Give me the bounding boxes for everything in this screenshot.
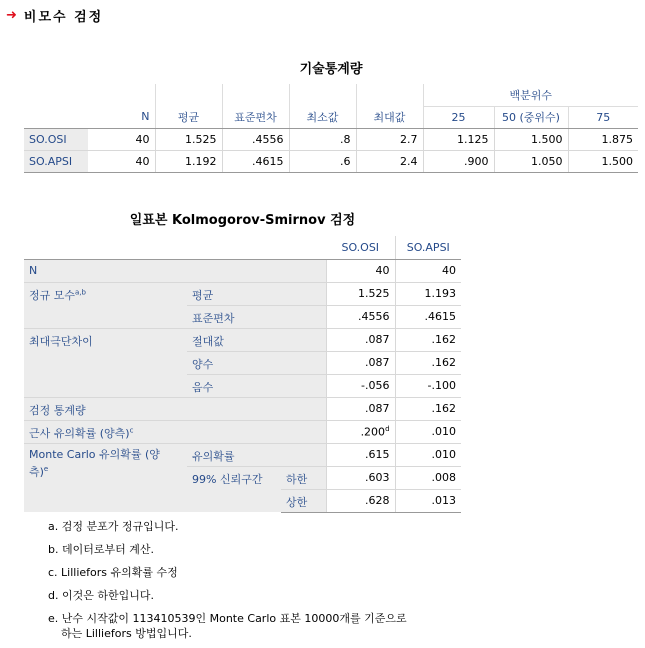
col-header-p25: 25 <box>423 106 494 128</box>
cell-p50: 1.050 <box>494 150 568 172</box>
col-header-min: 최소값 <box>289 106 356 128</box>
footnote-e-continued: 하는 Lilliefors 방법입니다. <box>61 627 192 640</box>
arrow-right-icon: ➜ <box>6 8 17 23</box>
footnote-a: a. 검정 분포가 정규입니다. <box>48 520 179 533</box>
cell-max: 2.7 <box>356 128 423 150</box>
row-label: SO.OSI <box>24 128 88 150</box>
descriptive-stats-title: 기술통계량 <box>299 62 363 77</box>
row-sublabel-upper: 상한 <box>281 489 326 512</box>
footnote-d: d. 이것은 하한입니다. <box>48 589 154 602</box>
row-label-extreme-diff: 최대극단차이 <box>24 328 187 397</box>
cell-p25: .900 <box>423 150 494 172</box>
row-label-monte-carlo: Monte Carlo 유의확률 (양측)$^e$ <box>24 443 187 512</box>
col-header-p50: 50 (중위수) <box>494 106 568 128</box>
table-row <box>24 397 461 420</box>
cell-value: .010 <box>395 420 461 443</box>
cell-value: .628 <box>326 489 395 512</box>
cell-sd: .4615 <box>222 150 289 172</box>
percentile-group-header: 백분위수 <box>423 84 638 106</box>
row-sublabel-mean: 평균 <box>187 282 326 305</box>
descriptive-stats-table <box>24 84 638 173</box>
cell-value: .087 <box>326 351 395 374</box>
cell-value: .200$^d$ <box>326 420 395 443</box>
cell-value: .013 <box>395 489 461 512</box>
section-heading <box>6 6 103 25</box>
cell-p75: 1.500 <box>568 150 638 172</box>
row-label-asymp-sig: 근사 유의확률 (양측)$^c$ <box>24 420 326 443</box>
cell-mean: 1.525 <box>155 128 222 150</box>
cell-value: .4556 <box>326 305 395 328</box>
footnote-c: c. Lilliefors 유의확률 수정 <box>48 566 178 579</box>
cell-value: -.056 <box>326 374 395 397</box>
cell-value: .162 <box>395 351 461 374</box>
row-sublabel-sd: 표준편차 <box>187 305 326 328</box>
cell-value: 1.193 <box>395 282 461 305</box>
section-heading-text: 비모수 검정 <box>23 10 104 25</box>
cell-min: .8 <box>289 128 356 150</box>
footnote-b: b. 데이터로부터 계산. <box>48 543 154 556</box>
col-header-so-osi: SO.OSI <box>326 236 395 259</box>
ks-test-table <box>24 236 461 513</box>
cell-value: 40 <box>395 259 461 282</box>
table-row <box>24 128 638 150</box>
cell-value: .010 <box>395 443 461 466</box>
table-row <box>24 259 461 282</box>
row-sublabel-lower: 하한 <box>281 466 326 489</box>
table-row <box>24 150 638 172</box>
cell-p75: 1.875 <box>568 128 638 150</box>
row-sublabel-mc-sig: 유의확률 <box>187 443 326 466</box>
cell-n: 40 <box>88 128 155 150</box>
col-header-n: N <box>88 106 155 128</box>
footnote-e: e. 난수 시작값이 113410539인 Monte Carlo 표본 10000개를 기준으로 <box>48 612 407 625</box>
cell-value: .615 <box>326 443 395 466</box>
ks-test-title: 일표본 Kolmogorov-Smirnov 검정 <box>129 213 356 228</box>
row-sublabel-negative: 음수 <box>187 374 326 397</box>
cell-value: .008 <box>395 466 461 489</box>
cell-min: .6 <box>289 150 356 172</box>
cell-value: .162 <box>395 397 461 420</box>
row-label: SO.APSI <box>24 150 88 172</box>
cell-value: .087 <box>326 328 395 351</box>
cell-value: 40 <box>326 259 395 282</box>
cell-value: 1.525 <box>326 282 395 305</box>
col-header-sd: 표준편차 <box>222 106 289 128</box>
cell-p25: 1.125 <box>423 128 494 150</box>
row-label-normal-params: 정규 모수$^{a,b}$ <box>24 282 187 328</box>
table-row <box>24 420 461 443</box>
row-label-n: N <box>24 259 326 282</box>
cell-value: -.100 <box>395 374 461 397</box>
row-sublabel-positive: 양수 <box>187 351 326 374</box>
cell-max: 2.4 <box>356 150 423 172</box>
cell-sd: .4556 <box>222 128 289 150</box>
col-header-so-apsi: SO.APSI <box>395 236 461 259</box>
row-sublabel-ci: 99% 신뢰구간 <box>187 466 281 512</box>
cell-value: .162 <box>395 328 461 351</box>
cell-n: 40 <box>88 150 155 172</box>
cell-p50: 1.500 <box>494 128 568 150</box>
cell-value: .603 <box>326 466 395 489</box>
cell-mean: 1.192 <box>155 150 222 172</box>
table-row <box>24 443 461 466</box>
table-row <box>24 328 461 351</box>
cell-value: .087 <box>326 397 395 420</box>
col-header-mean: 평균 <box>155 106 222 128</box>
row-sublabel-absolute: 절대값 <box>187 328 326 351</box>
col-header-max: 최대값 <box>356 106 423 128</box>
row-label-test-stat: 검정 통계량 <box>24 397 326 420</box>
table-row <box>24 282 461 305</box>
col-header-p75: 75 <box>568 106 638 128</box>
cell-value: .4615 <box>395 305 461 328</box>
